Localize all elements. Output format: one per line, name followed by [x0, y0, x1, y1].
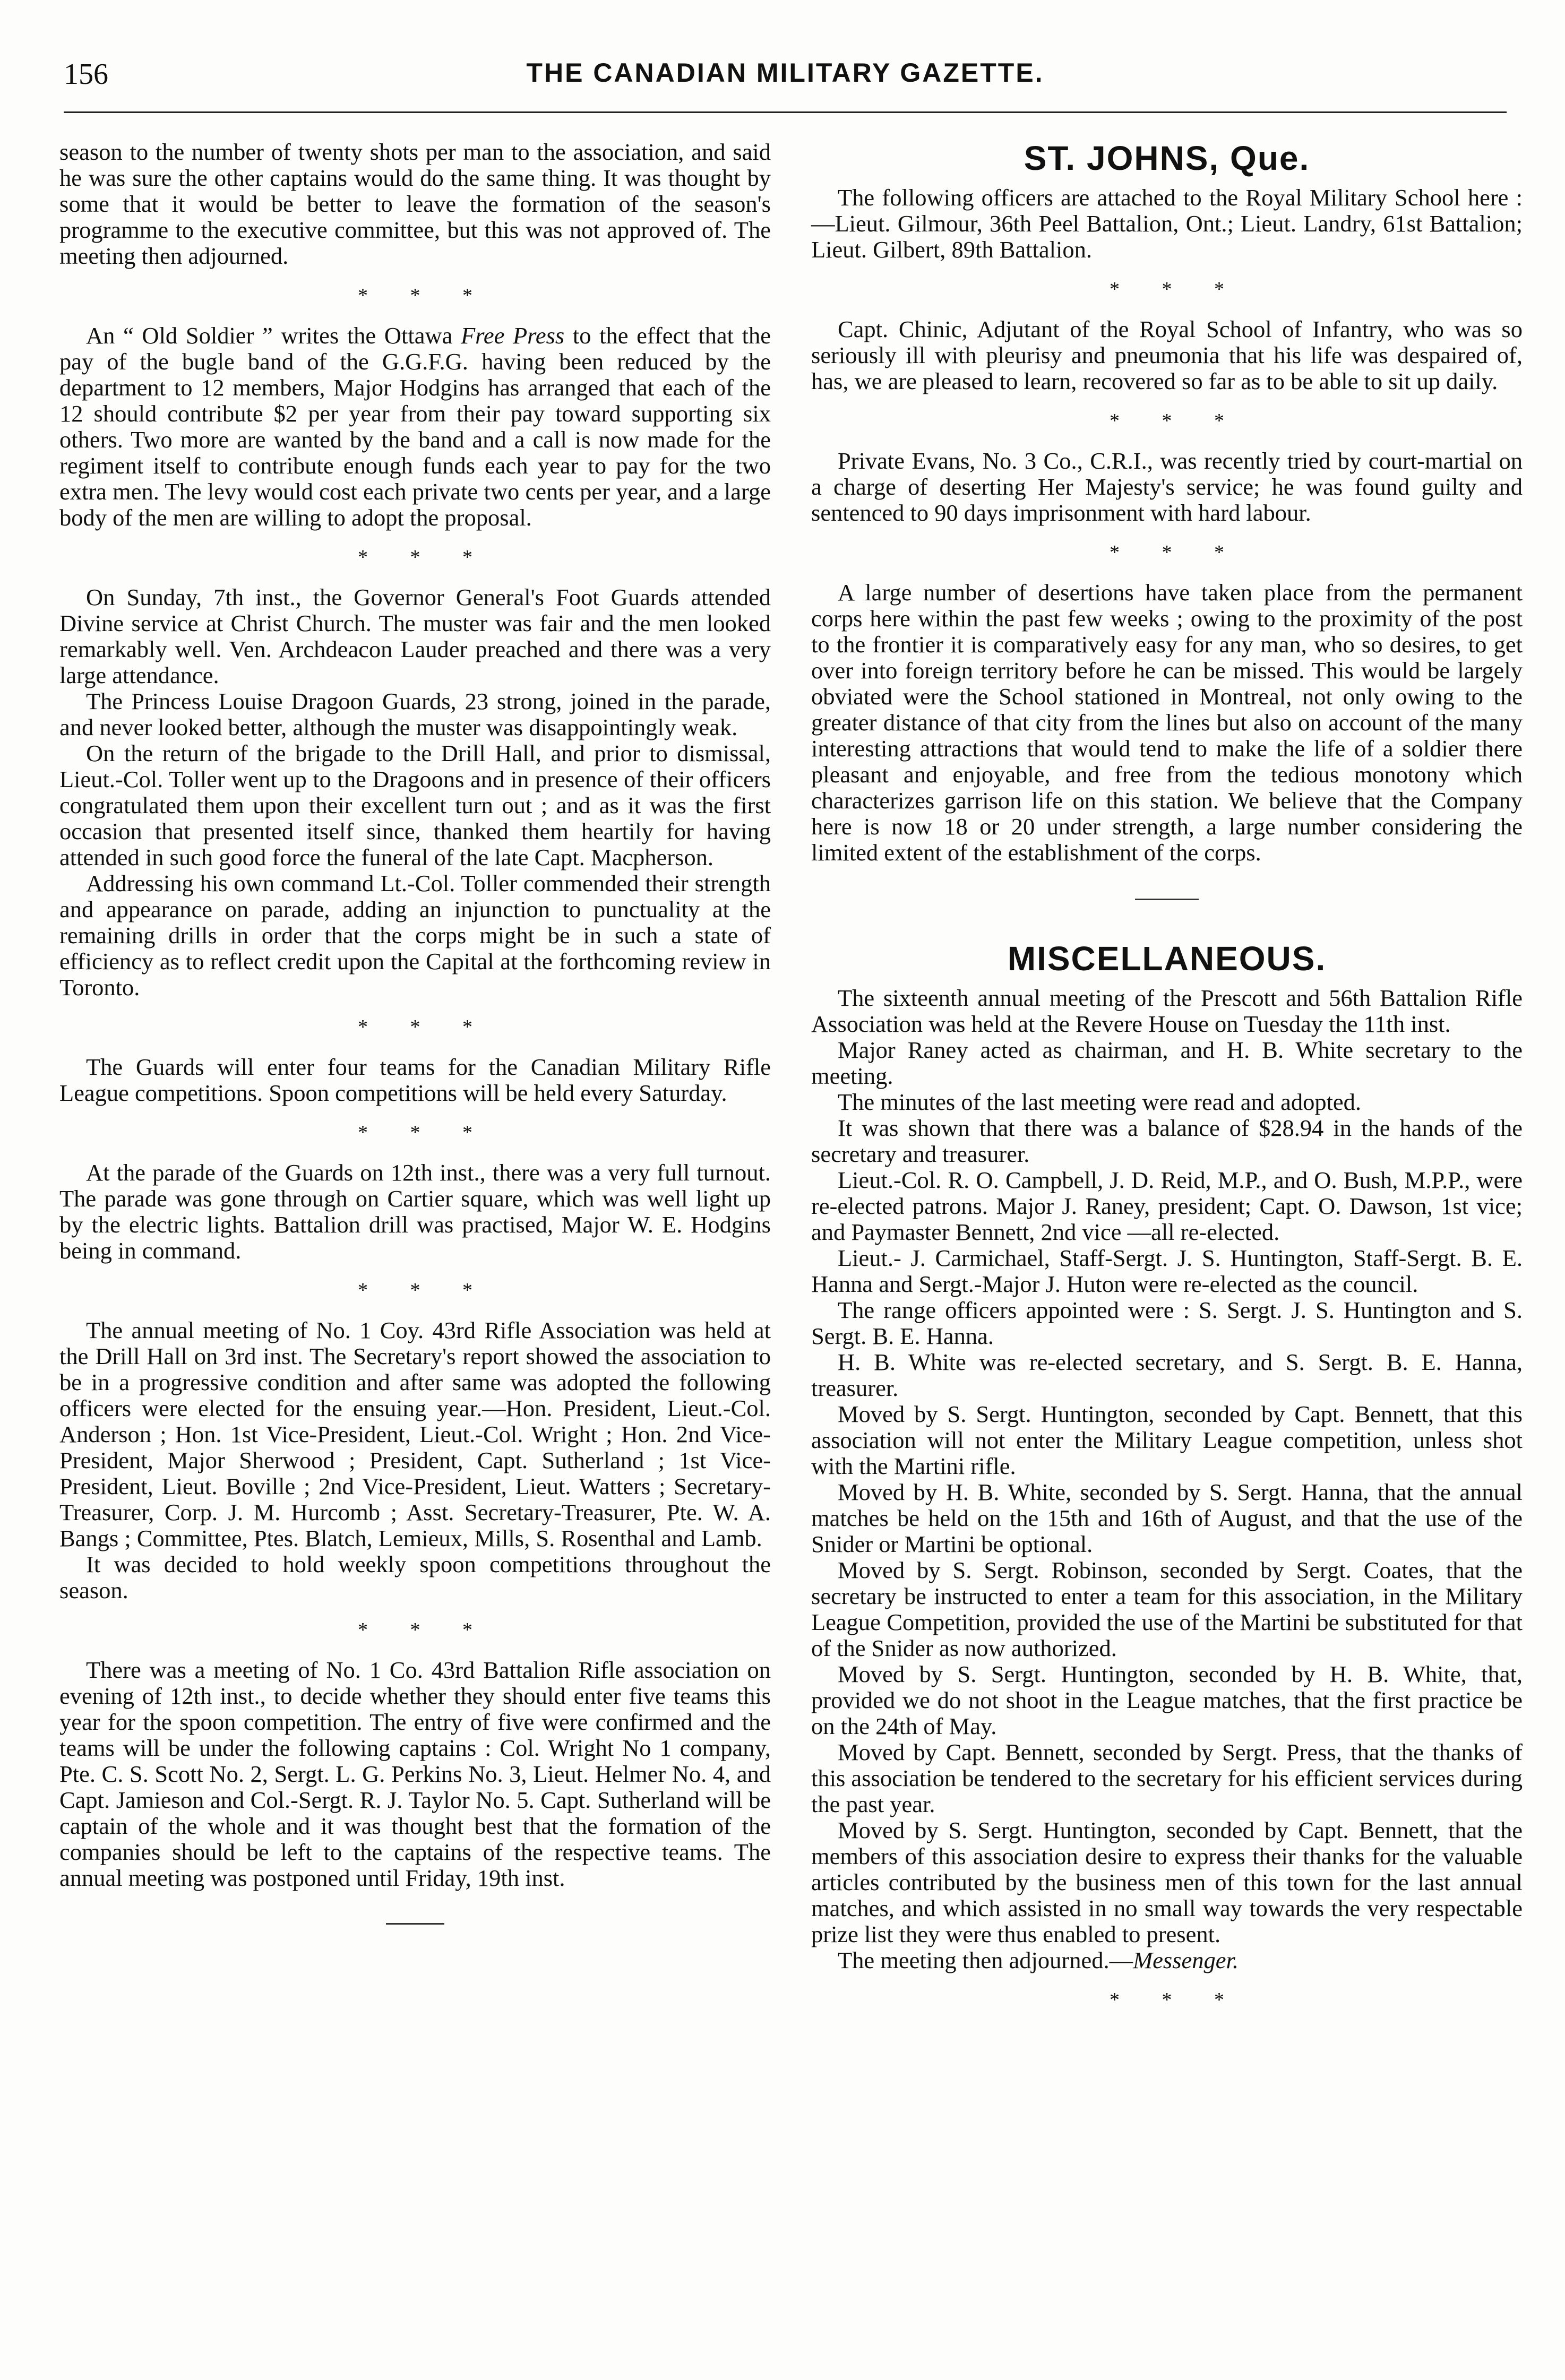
section-divider-stars: * * *	[1110, 541, 1224, 564]
section-rule	[1135, 899, 1199, 900]
paragraph: The Princess Louise Dragoon Guards, 23 strong, joined in the parade, and never looked better, although the muster was disappointingly weak.	[59, 688, 771, 740]
paragraph: Moved by S. Sergt. Huntington, seconded by Capt. Bennett, that the members of this association desire to express their thanks for the valuable articles contributed by the business men of this town for the last annual matches, and which assisted in no small way towards the very respectable prize list they were thus enabled to present.	[811, 1817, 1523, 1947]
paragraph: On Sunday, 7th inst., the Governor General's Foot Guards attended Divine service at Christ Church. The muster was fair and the men looked remarkably well. Ven. Archdeacon Lauder preached and there was a very large attendance.	[59, 584, 771, 688]
paragraph: On the return of the brigade to the Drill Hall, and prior to dismissal, Lieut.-Col. Toller went up to the Dragoons and in presence of their officers congratulated them upon their excellent turn out ; and as it was the first occasion that presented itself since, thanked them heartily for having attended in such good force the funeral of the late Capt. Macpherson.	[59, 740, 771, 870]
section-divider-stars: * * *	[1110, 278, 1224, 300]
section-title-st-johns: ST. JOHNS, Que.	[1024, 139, 1310, 177]
section-divider-stars: * * *	[1110, 1989, 1224, 2011]
paragraph: Moved by Capt. Bennett, seconded by Sergt. Press, that the thanks of this association be tendered to the secretary for his efficient services during the past year.	[811, 1739, 1523, 1817]
source-credit: Messenger.	[1133, 1947, 1239, 1973]
paragraph: Capt. Chinic, Adjutant of the Royal School of Infantry, who was so seriously ill with pleurisy and pneumonia that his life was despaired of, has, we are pleased to learn, recovered so far as to be able to sit up daily.	[811, 316, 1523, 394]
section-divider-stars: * * *	[358, 1279, 472, 1301]
section-divider-stars: * * *	[358, 1619, 472, 1641]
paragraph: Lieut.- J. Carmichael, Staff-Sergt. J. S. Huntington, Staff-Sergt. B. E. Hanna and Sergt.-Major J. Huton were re-elected as the council.	[811, 1245, 1523, 1297]
paragraph: Moved by S. Sergt. Huntington, seconded by Capt. Bennett, that this association will not enter the Military League competition, unless shot with the Martini rifle.	[811, 1401, 1523, 1479]
paragraph: The Guards will enter four teams for the Canadian Military Rifle League competitions. Spoon competitions will be held every Saturday.	[59, 1054, 771, 1106]
paragraph: The minutes of the last meeting were read and adopted.	[838, 1089, 1362, 1115]
section-divider-stars: * * *	[358, 1122, 472, 1144]
paragraph: season to the number of twenty shots per man to the association, and said he was sure the other captains would do the same thing. It was thought by some that it would be better to leave the formation of the season's programme to the executive committee, but this was not approved of. The meeting then adjourned.	[59, 139, 771, 269]
newspaper-name: Free Press	[460, 322, 565, 349]
paragraph: Moved by H. B. White, seconded by S. Sergt. Hanna, that the annual matches be held on the 15th and 16th of August, and that the use of the Snider or Martini be optional.	[811, 1479, 1523, 1557]
paragraph: The range officers appointed were : S. Sergt. J. S. Huntington and S. Sergt. B. E. Hanna.	[811, 1297, 1523, 1349]
footer-rule	[386, 1923, 444, 1925]
paragraph: At the parade of the Guards on 12th inst., there was a very full turnout. The parade was gone through on Cartier square, which was well light up by the electric lights. Battalion drill was practised, Major W. E. Hodgins being in command.	[59, 1159, 771, 1264]
paragraph: Addressing his own command Lt.-Col. Toller commended their strength and appearance on parade, adding an injunction to punctuality at the remaining drills in order that the corps might be in such a state of efficiency as to reflect credit upon the Capital at the forthcoming review in Toronto.	[59, 870, 771, 1001]
paragraph: Private Evans, No. 3 Co., C.R.I., was recently tried by court-martial on a charge of deserting Her Majesty's service; he was found guilty and sentenced to 90 days imprisonment with hard labour.	[811, 447, 1523, 526]
paragraph: There was a meeting of No. 1 Co. 43rd Battalion Rifle association on evening of 12th inst., to decide whether they should enter five teams this year for the spoon competition. The entry of five were confirmed and the teams will be under the following captains : Col. Wright No 1 company, Pte. C. S. Scott No. 2, Sergt. L. G. Perkins No. 3, Lieut. Helmer No. 4, and Capt. Jamieson and Col.-Sergt. R. J. Taylor No. 5. Capt. Sutherland will be captain of the whole and it was thought best that the formation of the companies should be left to the captains of the respective teams. The annual meeting was postponed until Friday, 19th inst.	[59, 1657, 771, 1891]
section-divider-stars: * * *	[358, 1016, 472, 1038]
paragraph: Moved by S. Sergt. Robinson, seconded by Sergt. Coates, that the secretary be instructed to enter a team for this association, in the Military League Competition, provided the use of the Martini be substituted for that of the Snider as now authorized.	[811, 1557, 1523, 1661]
section-divider-stars: * * *	[1110, 410, 1224, 432]
paragraph: It was decided to hold weekly spoon competitions throughout the season.	[59, 1551, 771, 1603]
running-head: THE CANADIAN MILITARY GAZETTE.	[526, 58, 1044, 88]
paragraph: The sixteenth annual meeting of the Prescott and 56th Battalion Rifle Association was held at the Revere House on Tuesday the 11th inst.	[811, 985, 1523, 1037]
paragraph: A large number of desertions have taken place from the permanent corps here within the past few weeks ; owing to the proximity of the post to the frontier it is comparatively easy for any man, who so desires, to get over into foreign territory before he can be missed. This would be largely obviated were the School stationed in Montreal, not only owing to the greater distance of that city from the lines but also on account of the many interesting attractions that would tend to make the life of a soldier there pleasant and enjoyable, and free from the tedious monotony which characterizes garrison life on this station. We believe that the Company here is now 18 or 20 under strength, a large number considering the limited extent of the establishment of the corps.	[811, 579, 1523, 866]
paragraph: The annual meeting of No. 1 Coy. 43rd Rifle Association was held at the Drill Hall on 3rd inst. The Secretary's report showed the association to be in a progressive condition and after same was adopted the following officers were elected for the ensuing year.—Hon. President, Lieut.-Col. Anderson ; Hon. 1st Vice-President, Lieut.-Col. Wright ; Hon. 2nd Vice-President, Major Sherwood ; President, Capt. Sutherland ; 1st Vice-President, Lieut. Boville ; 2nd Vice-President, Lieut. Watters ; Secretary-Treasurer, Corp. J. M. Hurcomb ; Asst. Secretary-Treasurer, Pte. W. A. Bangs ; Committee, Ptes. Blatch, Lemieux, Mills, S. Rosenthal and Lamb.	[59, 1317, 771, 1551]
section-title-miscellaneous: MISCELLANEOUS.	[1007, 939, 1327, 978]
page-header	[64, 53, 1507, 113]
paragraph: It was shown that there was a balance of $28.94 in the hands of the secretary and treasurer.	[811, 1115, 1523, 1167]
section-divider-stars: * * *	[358, 546, 472, 568]
paragraph: H. B. White was re-elected secretary, and S. Sergt. B. E. Hanna, treasurer.	[811, 1349, 1523, 1401]
page-number: 156	[64, 58, 108, 91]
paragraph: An “ Old Soldier ” writes the Ottawa Free Press to the effect that the pay of the bugle band of the G.G.F.G. having been reduced by the department to 12 members, Major Hodgins has arranged that each of the 12 should contribute $2 per year from their pay toward supporting six others. Two more are wanted by the band and a call is now made for the regiment itself to contribute enough funds each year to pay for the two extra men. The levy would cost each private two cents per year, and a large body of the men are willing to adopt the proposal.	[59, 322, 771, 531]
paragraph: Lieut.-Col. R. O. Campbell, J. D. Reid, M.P., and O. Bush, M.P.P., were re-elected patrons. Major J. Raney, president; Capt. O. Dawson, 1st vice; and Paymaster Bennett, 2nd vice —all re-elected.	[811, 1167, 1523, 1245]
section-divider-stars: * * *	[358, 284, 472, 307]
paragraph: The following officers are attached to the Royal Military School here :—Lieut. Gilmour, 36th Peel Battalion, Ont.; Lieut. Landry, 61st Battalion; Lieut. Gilbert, 89th Battalion.	[811, 184, 1523, 263]
paragraph: Moved by S. Sergt. Huntington, seconded by H. B. White, that, provided we do not shoot in the League matches, that the first practice be on the 24th of May.	[811, 1661, 1523, 1739]
paragraph: Major Raney acted as chairman, and H. B. White secretary to the meeting.	[811, 1037, 1523, 1089]
right-column	[811, 139, 1523, 2027]
paragraph: The meeting then adjourned.—Messenger.	[838, 1947, 1239, 1973]
left-column	[59, 139, 771, 1925]
